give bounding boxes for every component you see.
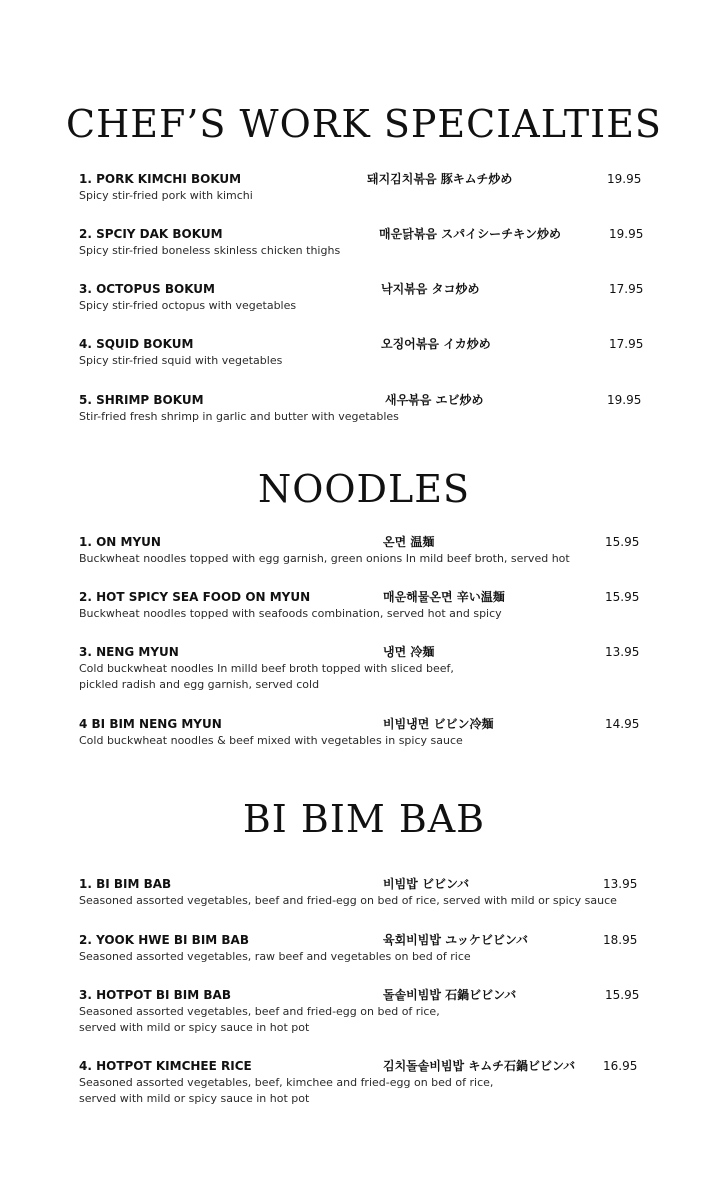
item-name: 4. SQUID BOKUM	[79, 337, 194, 351]
item-description: served with mild or spicy sauce in hot pot	[79, 1021, 310, 1034]
item-price: 19.95	[609, 227, 644, 241]
item-native-name: 매운해물온면 辛い温麺	[383, 590, 505, 604]
item-description: served with mild or spicy sauce in hot pot	[79, 1092, 310, 1105]
item-native-name: 온면 温麺	[383, 535, 435, 549]
section-title-specialties: CHEF’S WORK SPECIALTIES	[66, 102, 662, 146]
item-price: 18.95	[603, 933, 638, 947]
item-native-name: 비빔냉면 ビビン冷麺	[383, 717, 494, 731]
menu-item	[79, 987, 649, 1036]
menu-item	[79, 281, 649, 314]
item-description: Spicy stir-fried octopus with vegetables	[79, 299, 297, 312]
item-price: 14.95	[605, 717, 640, 731]
item-description: Cold buckwheat noodles In milld beef broth topped with sliced beef,	[79, 662, 454, 675]
menu-item	[79, 932, 649, 965]
menu-item	[79, 716, 649, 749]
menu-item	[79, 644, 649, 693]
item-description: Seasoned assorted vegetables, beef and fried-egg on bed of rice, served with mild or spicy sauce	[79, 894, 617, 907]
menu-item	[79, 171, 649, 204]
item-price: 15.95	[605, 988, 640, 1002]
item-native-name: 김치돌솥비빔밥 キムチ石鍋ビビンバ	[383, 1059, 576, 1073]
item-name: 2. SPCIY DAK BOKUM	[79, 227, 223, 241]
item-price: 19.95	[607, 172, 642, 186]
item-description: Seasoned assorted vegetables, raw beef and vegetables on bed of rice	[79, 950, 471, 963]
item-native-name: 새우볶음 エビ炒め	[385, 393, 484, 407]
item-name: 3. OCTOPUS BOKUM	[79, 282, 215, 296]
item-native-name: 오징어볶음 イカ炒め	[381, 337, 491, 351]
item-description: Spicy stir-fried boneless skinless chicken thighs	[79, 244, 341, 257]
section-title-bibimbab: BI BIM BAB	[242, 797, 486, 841]
item-name: 3. HOTPOT BI BIM BAB	[79, 988, 231, 1002]
item-description: Spicy stir-fried squid with vegetables	[79, 354, 283, 367]
item-description: Seasoned assorted vegetables, beef, kimchee and fried-egg on bed of rice,	[79, 1076, 494, 1089]
item-price: 17.95	[609, 337, 644, 351]
item-native-name: 냉면 冷麺	[383, 645, 435, 659]
menu-item	[79, 392, 649, 425]
item-description: Buckwheat noodles topped with egg garnish, green onions In mild beef broth, served hot	[79, 552, 570, 565]
item-name: 1. PORK KIMCHI BOKUM	[79, 172, 242, 186]
item-native-name: 돼지김치볶음 豚キムチ炒め	[367, 172, 513, 186]
menu-item	[79, 226, 649, 259]
item-name: 1. ON MYUN	[79, 535, 161, 549]
section-title-noodles: NOODLES	[257, 467, 471, 511]
menu-item	[79, 589, 649, 622]
item-description: Cold buckwheat noodles & beef mixed with vegetables in spicy sauce	[79, 734, 463, 747]
item-description: pickled radish and egg garnish, served cold	[79, 678, 320, 691]
item-native-name: 육회비빔밥 ユッケビビンバ	[383, 933, 529, 947]
item-description: Stir-fried fresh shrimp in garlic and butter with vegetables	[79, 410, 399, 423]
menu-item	[79, 336, 649, 369]
item-price: 19.95	[607, 393, 642, 407]
item-price: 13.95	[605, 645, 640, 659]
item-price: 13.95	[603, 877, 638, 891]
item-price: 15.95	[605, 590, 640, 604]
item-name: 2. HOT SPICY SEA FOOD ON MYUN	[79, 590, 311, 604]
item-native-name: 매운닭볶음 スパイシーチキン炒め	[379, 227, 562, 241]
item-name: 4. HOTPOT KIMCHEE RICE	[79, 1059, 252, 1073]
item-description: Buckwheat noodles topped with seafoods combination, served hot and spicy	[79, 607, 502, 620]
item-native-name: 낙지볶음 タコ炒め	[381, 282, 480, 296]
item-price: 16.95	[603, 1059, 638, 1073]
item-name: 1. BI BIM BAB	[79, 877, 172, 891]
item-name: 3. NENG MYUN	[79, 645, 179, 659]
item-name: 5. SHRIMP BOKUM	[79, 393, 204, 407]
item-name: 4 BI BIM NENG MYUN	[79, 717, 222, 731]
item-name: 2. YOOK HWE BI BIM BAB	[79, 933, 249, 947]
item-native-name: 비빔밥 ビビンバ	[383, 877, 470, 891]
menu-item	[79, 876, 649, 909]
item-price: 15.95	[605, 535, 640, 549]
item-native-name: 돌솥비빔밥 石鍋ビビンバ	[383, 988, 517, 1002]
item-price: 17.95	[609, 282, 644, 296]
item-description: Spicy stir-fried pork with kimchi	[79, 189, 253, 202]
item-description: Seasoned assorted vegetables, beef and fried-egg on bed of rice,	[79, 1005, 440, 1018]
menu-item	[79, 534, 649, 567]
menu-item	[79, 1058, 649, 1107]
